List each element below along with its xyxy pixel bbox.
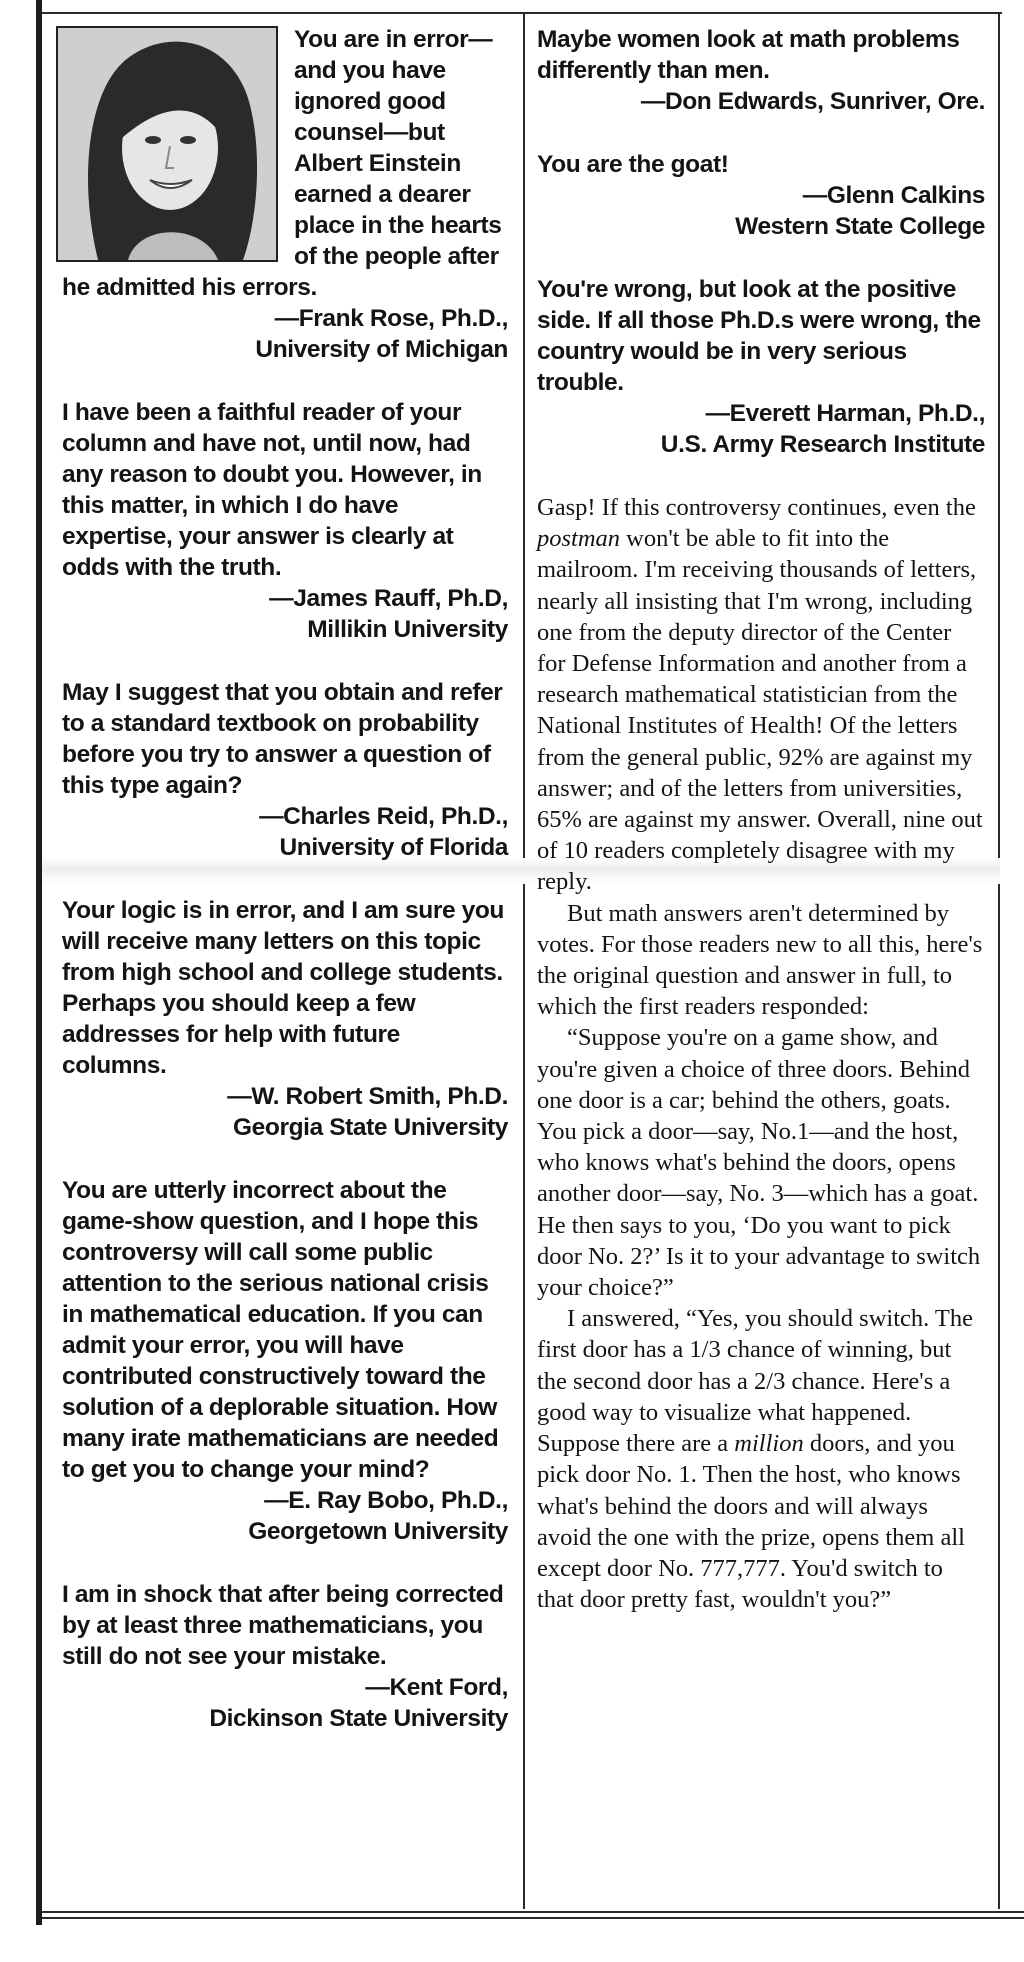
letter-5: [62, 1175, 508, 1485]
reply-paragraph-4: I answered, “Yes, you should switch. The first door has a 1/3 chance of winning, but the second door has a 2/3 chance. Here's a good way to visualize what happened. Suppose there are a million doors, and you pick door No. 1. Then the host, who knows what's behind the doors and will always avoid the one with the prize, opens them all except door No. 777,777. You'd switch to that door pretty fast, wouldn't you?”: [537, 1305, 974, 1614]
right-border-rule: [998, 14, 1000, 1909]
signature-affiliation: Georgia State University: [233, 1114, 508, 1141]
signature-name: —Charles Reid, Ph.D.,: [259, 803, 508, 830]
letter-1: [62, 24, 508, 303]
letter-4: [62, 895, 508, 1081]
signature-name: —Frank Rose, Ph.D.,: [274, 305, 508, 332]
columnist-reply: [537, 492, 985, 1615]
signature-affiliation: Dickinson State University: [209, 1705, 508, 1732]
signature-affiliation: Western State College: [735, 213, 985, 240]
signature-affiliation: University of Michigan: [255, 336, 508, 363]
letter-8: [537, 149, 985, 180]
letter-text: You are the goat!: [537, 151, 729, 178]
signature-affiliation: Georgetown University: [248, 1518, 508, 1545]
letter-signature: [62, 1672, 508, 1734]
top-border-rule: [42, 12, 1002, 14]
letter-signature: [537, 86, 985, 117]
signature-name: —E. Ray Bobo, Ph.D.,: [264, 1487, 508, 1514]
signature-name: —James Rauff, Ph.D,: [269, 585, 508, 612]
letter-signature: [537, 398, 985, 460]
signature-affiliation: University of Florida: [279, 834, 508, 861]
letter-text: May I suggest that you obtain and refer to a standard textbook on probability before you try to answer a question of this type again?: [62, 679, 503, 799]
reply-paragraph-1: Gasp! If this controversy continues, even the postman won't be able to fit into the mailroom. I'm receiving thousands of letters, nearly all insisting that I'm wrong, including one from the deputy director of the Center for Defense Information and another from a research mathematical statistician from the National Institutes of Health! Of the letters from the general public, 92% are against my answer; and of the letters from universities, 65% are against my answer. Overall, nine out of 10 readers completely disagree with my reply.: [537, 494, 983, 896]
letter-6: [62, 1579, 508, 1672]
reply-paragraph-2: But math answers aren't determined by votes. For those readers new to all this, here's the original question and answer in full, to which the first readers responded:: [537, 899, 983, 1021]
letter-signature: [62, 303, 508, 365]
letter-signature: [62, 1485, 508, 1547]
letter-signature: [62, 1081, 508, 1143]
left-border-rule: [36, 0, 42, 1925]
letter-text: Maybe women look at math problems differently than men.: [537, 26, 960, 84]
bottom-border-rule-double: [42, 1917, 1024, 1919]
right-column: [537, 24, 985, 1615]
letter-signature: [62, 801, 508, 863]
letter-9: [537, 274, 985, 398]
letter-signature: [537, 180, 985, 242]
reply-paragraph-3: “Suppose you're on a game show, and you're given a choice of three doors. Behind one door is a car; behind the others, goats. You pick a door—say, No.1—and the host, who knows what's behind the doors, opens another door—say, No. 3—which has a goat. He then says to you, ‘Do you want to pick door No. 2?’ Is it to your advantage to switch your choice?”: [537, 1024, 981, 1302]
signature-name: —Kent Ford,: [365, 1674, 508, 1701]
letter-7: [537, 24, 985, 86]
letter-signature: [62, 583, 508, 645]
letter-text: You're wrong, but look at the positive side. If all those Ph.D.s were wrong, the country would be in very serious trouble.: [537, 276, 981, 396]
columnist-portrait: [56, 26, 278, 262]
column-divider: [523, 14, 525, 1909]
signature-name: —Glenn Calkins: [802, 182, 985, 209]
portrait-image: [58, 28, 276, 260]
signature-affiliation: Millikin University: [307, 616, 508, 643]
letter-text: I have been a faithful reader of your column and have not, until now, had any reason to doubt you. However, in this matter, in which I do have expertise, your answer is clearly at odds with the truth.: [62, 399, 482, 581]
letter-3: [62, 677, 508, 801]
letter-text: I am in shock that after being corrected by at least three mathematicians, you still do not see your mistake.: [62, 1581, 504, 1670]
letter-text: Your logic is in error, and I am sure you will receive many letters on this topic from high school and college students. Perhaps you should keep a few addresses for help with future columns.: [62, 897, 504, 1079]
signature-name: —Don Edwards, Sunriver, Ore.: [640, 88, 985, 115]
letter-text: You are in error—and you have ignored good counsel—but Albert Einstein earned a dearer place in the hearts of the people after he admitted his errors.: [62, 26, 502, 301]
signature-name: —Everett Harman, Ph.D.,: [705, 400, 985, 427]
signature-name: —W. Robert Smith, Ph.D.: [227, 1083, 508, 1110]
signature-affiliation: U.S. Army Research Institute: [660, 431, 985, 458]
left-column: [62, 24, 508, 1734]
letter-text: You are utterly incorrect about the game-show question, and I hope this controversy will call some public attention to the serious national crisis in mathematical education. If you can admit your error, you will have contributed constructively toward the solution of a deplorable situation. How many irate mathematicians are needed to get you to change your mind?: [62, 1177, 499, 1483]
bottom-border-rule: [42, 1911, 1024, 1913]
letter-2: [62, 397, 508, 583]
